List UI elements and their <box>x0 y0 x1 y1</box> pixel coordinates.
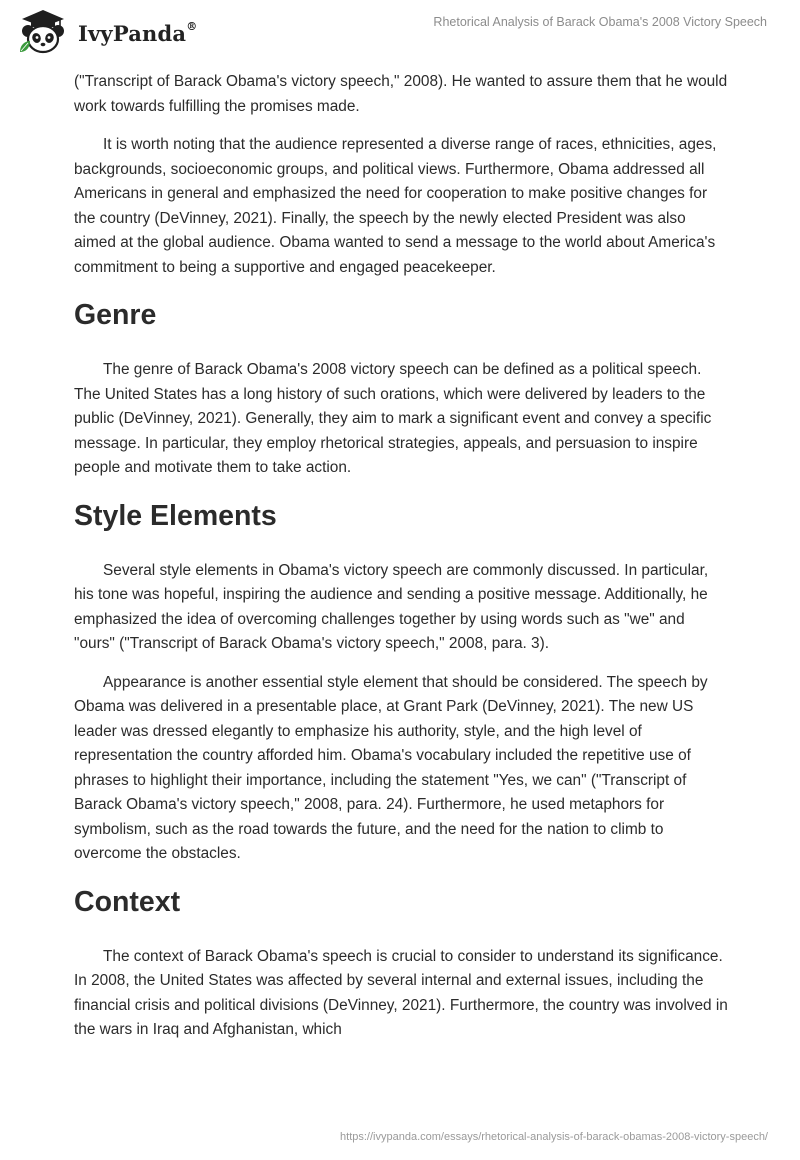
panda-graduate-icon <box>16 8 70 56</box>
paragraph-genre: The genre of Barack Obama's 2008 victory speech can be defined as a political speech. The United States has a long history of such orations, which were delivered by leaders to the public (DeVinney, 2021). Generally, they aim to mark a significant event and convey a specific message. In particular, they employ rhetorical strategies, appeals, and persuasion to inspire people and motivate them to take action. <box>74 361 712 476</box>
paragraph-style-1: Several style elements in Obama's victory speech are commonly discussed. In particular, his tone was hopeful, inspiring the audience and sending a positive message. Additionally, he emphasized the idea of overcoming challenges together by using words such as "we" and "ours" ("Transcript of Barack Obama's victory speech," 2008, para. 3). <box>74 561 709 652</box>
registered-mark: ® <box>186 19 198 33</box>
heading-genre: Genre <box>74 299 157 331</box>
document-title: Rhetorical Analysis of Barack Obama's 2008 Victory Speech <box>433 15 767 29</box>
paragraph-context: The context of Barack Obama's speech is crucial to consider to understand its significance. In 2008, the United States was affected by several internal and external issues, including the financial crisis and political divisions (DeVinney, 2021). Furthermore, the country was involved in the wars in Iraq and Afghanistan, which <box>74 947 728 1038</box>
heading-context: Context <box>74 885 181 918</box>
ivypanda-logo[interactable] <box>16 8 197 56</box>
paragraph-intro: ("Transcript of Barack Obama's victory speech," 2008). He wanted to assure them that he would work towards fulfilling the promises made. <box>74 73 728 115</box>
paragraph-audience: It is worth noting that the audience represented a diverse range of races, ethnicities, ages, backgrounds, socioeconomic groups, and political views. Furthermore, Obama addressed all Americans in general and emphasized the need for cooperation to make positive changes for the country (DeVinney, 2021). Finally, the speech by the newly elected President was also aimed at the global audience. Obama wanted to send a message to the world about America's commitment to being a supportive and engaged peacekeeper. <box>74 136 717 276</box>
logo-wordmark <box>78 21 197 46</box>
heading-style-elements: Style Elements <box>74 499 277 532</box>
source-url[interactable]: https://ivypanda.com/essays/rhetorical-analysis-of-barack-obamas-2008-victory-speech/ <box>340 1131 768 1143</box>
page-header <box>0 0 800 68</box>
essay-body <box>74 70 729 1057</box>
paragraph-style-2: Appearance is another essential style element that should be considered. The speech by Obama was delivered in a presentable place, at Grant Park (DeVinney, 2021). The new US leader was dressed elegantly to emphasize his authority, style, and the high level of representation the country afforded him. Obama's vocabulary included the repetitive use of phrases to highlight their importance, including the statement "Yes, we can" ("Transcript of Barack Obama's victory speech," 2008, para. 24). Furthermore, he used metaphors for symbolism, such as the road towards the future, and the need for the nation to climb to overcome the obstacles. <box>74 673 708 862</box>
logo-name: IvyPanda <box>78 20 187 46</box>
